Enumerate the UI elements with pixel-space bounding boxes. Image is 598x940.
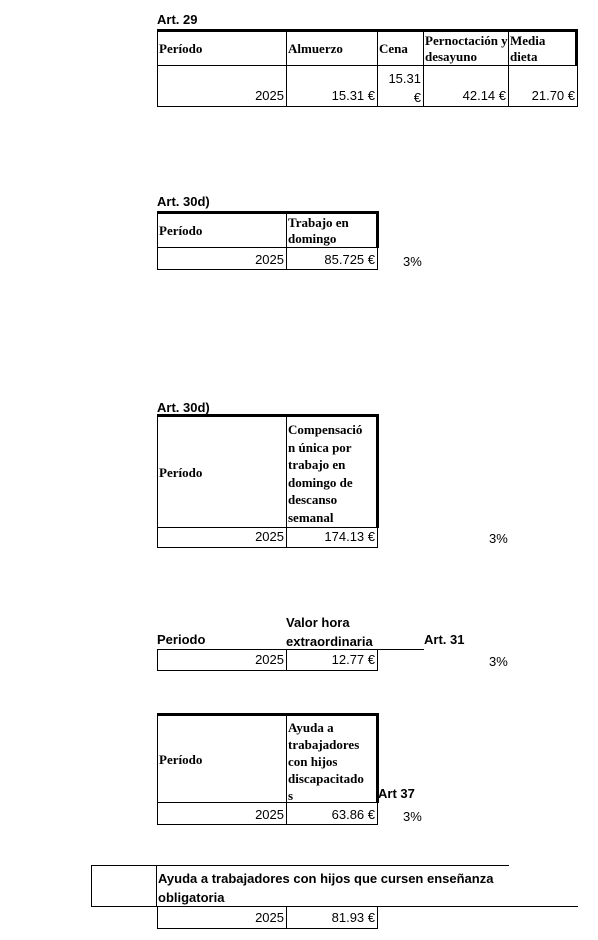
art37-header-desc: Ayuda a trabajadores con hijos discapacitado s xyxy=(286,713,379,803)
ensenanza-cell-valor: 81.93 € xyxy=(286,906,378,929)
art29-cena-value: 15.31 xyxy=(388,71,421,86)
art29-header-almuerzo: Almuerzo xyxy=(286,29,378,66)
art37-cell-valor: 63.86 € xyxy=(286,802,378,825)
compensacion-header-periodo: Período xyxy=(157,414,287,528)
art31-title: Art. 31 xyxy=(424,632,465,647)
art29-cell-pernoctacion: 42.14 € xyxy=(423,65,509,107)
art31-header-periodo: Periodo xyxy=(157,632,206,647)
compensacion-header-desc: Compensació n única por trabajo en domingo de descanso semanal xyxy=(286,414,379,528)
compensacion-cell-periodo: 2025 xyxy=(157,527,287,548)
art30d-domingo-title: Art. 30d) xyxy=(157,194,210,209)
ensenanza-header: Ayuda a trabajadores con hijos que cursen enseñanza obligatoria xyxy=(158,871,494,905)
ensenanza-cell-periodo: 2025 xyxy=(157,906,287,929)
art29-cena-currency: € xyxy=(413,90,421,105)
art29-cell-periodo: 2025 xyxy=(157,65,287,107)
ensenanza-left-border xyxy=(91,865,92,907)
art31-cell-valor: 12.77 € xyxy=(286,649,378,671)
art29-header-cena: Cena xyxy=(377,29,424,66)
art29-header-pernoctacion: Pernoctación y desayuno xyxy=(423,29,509,66)
domingo-header-trabajo: Trabajo en domingo xyxy=(286,211,379,248)
art31-header-valor: Valor hora extraordinaria xyxy=(286,615,373,649)
ensenanza-top-border xyxy=(91,865,509,866)
compensacion-cell-valor: 174.13 € xyxy=(286,527,378,548)
ensenanza-divider xyxy=(156,865,157,907)
art37-header-periodo: Período xyxy=(157,713,287,803)
art29-cell-media: 21.70 € xyxy=(508,65,578,107)
art37-title: Art 37 xyxy=(378,786,415,801)
domingo-cell-periodo: 2025 xyxy=(157,247,287,270)
compensacion-pct: 3% xyxy=(489,531,508,546)
art31-pct: 3% xyxy=(489,654,508,669)
domingo-header-periodo: Período xyxy=(157,211,287,248)
domingo-pct: 3% xyxy=(403,254,422,269)
art29-header-media: Media dieta xyxy=(508,29,578,66)
art30d-compensacion-title: Art. 30d) xyxy=(157,400,210,415)
domingo-cell-valor: 85.725 € xyxy=(286,247,378,270)
art29-title: Art. 29 xyxy=(157,12,198,27)
art29-header-periodo: Período xyxy=(157,29,287,66)
art31-cell-periodo: 2025 xyxy=(157,649,287,671)
art29-cell-cena xyxy=(377,65,424,107)
art37-cell-periodo: 2025 xyxy=(157,802,287,825)
art29-cell-almuerzo: 15.31 € xyxy=(286,65,378,107)
art37-pct: 3% xyxy=(403,809,422,824)
